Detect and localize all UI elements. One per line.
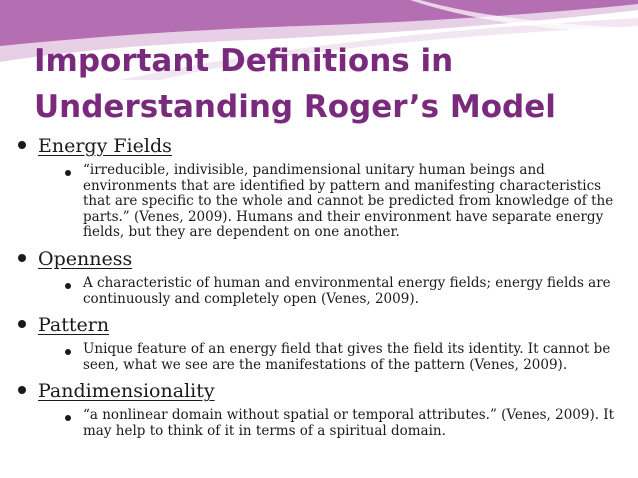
definitions-list — [18, 133, 623, 440]
list-item-openness — [18, 246, 623, 272]
slide-title: Important Definitions in Understanding Roger’s Model — [34, 43, 556, 125]
bullet-icon — [18, 320, 26, 328]
list-item-pattern — [18, 312, 623, 338]
bullet-icon — [65, 415, 71, 421]
definition-text: “irreducible, indivisible, pandimensional unitary human beings and environments that are identified by pattern and manifesting characteristics that are specific to the whole and cannot be predicted from knowledge of the parts.” (Venes, 2009). Humans and their environment have separate energy fields, but they are dependent on one another. — [83, 162, 614, 241]
definition-item — [18, 163, 623, 241]
definition-text: A characteristic of human and environmental energy fields; energy fields are continuously and completely open (Venes, 2009). — [83, 274, 611, 307]
term-heading: Energy Fields — [38, 135, 172, 157]
list-item-pandimensionality — [18, 378, 623, 404]
bullet-icon — [18, 141, 26, 149]
definition-text: “a nonlinear domain without spatial or temporal attributes.” (Venes, 2009). It may help to think of it in terms of a spiritual domain. — [83, 407, 615, 439]
definition-item — [18, 342, 623, 373]
term-heading: Openness — [38, 247, 133, 270]
term-heading: Pattern — [38, 314, 110, 337]
definition-item — [18, 276, 623, 307]
bullet-icon — [18, 386, 26, 394]
definition-item — [18, 408, 623, 439]
definition-text: Unique feature of an energy field that gives the field its identity. It cannot be seen, what we see are the manifestations of the pattern (Venes, 2009). — [83, 341, 611, 373]
list-item-energy-fields — [18, 133, 623, 159]
bullet-icon — [65, 283, 71, 289]
bullet-icon — [65, 349, 71, 355]
term-heading: Pandimensionality — [38, 380, 215, 403]
bullet-icon — [65, 170, 71, 176]
bullet-icon — [18, 254, 26, 262]
